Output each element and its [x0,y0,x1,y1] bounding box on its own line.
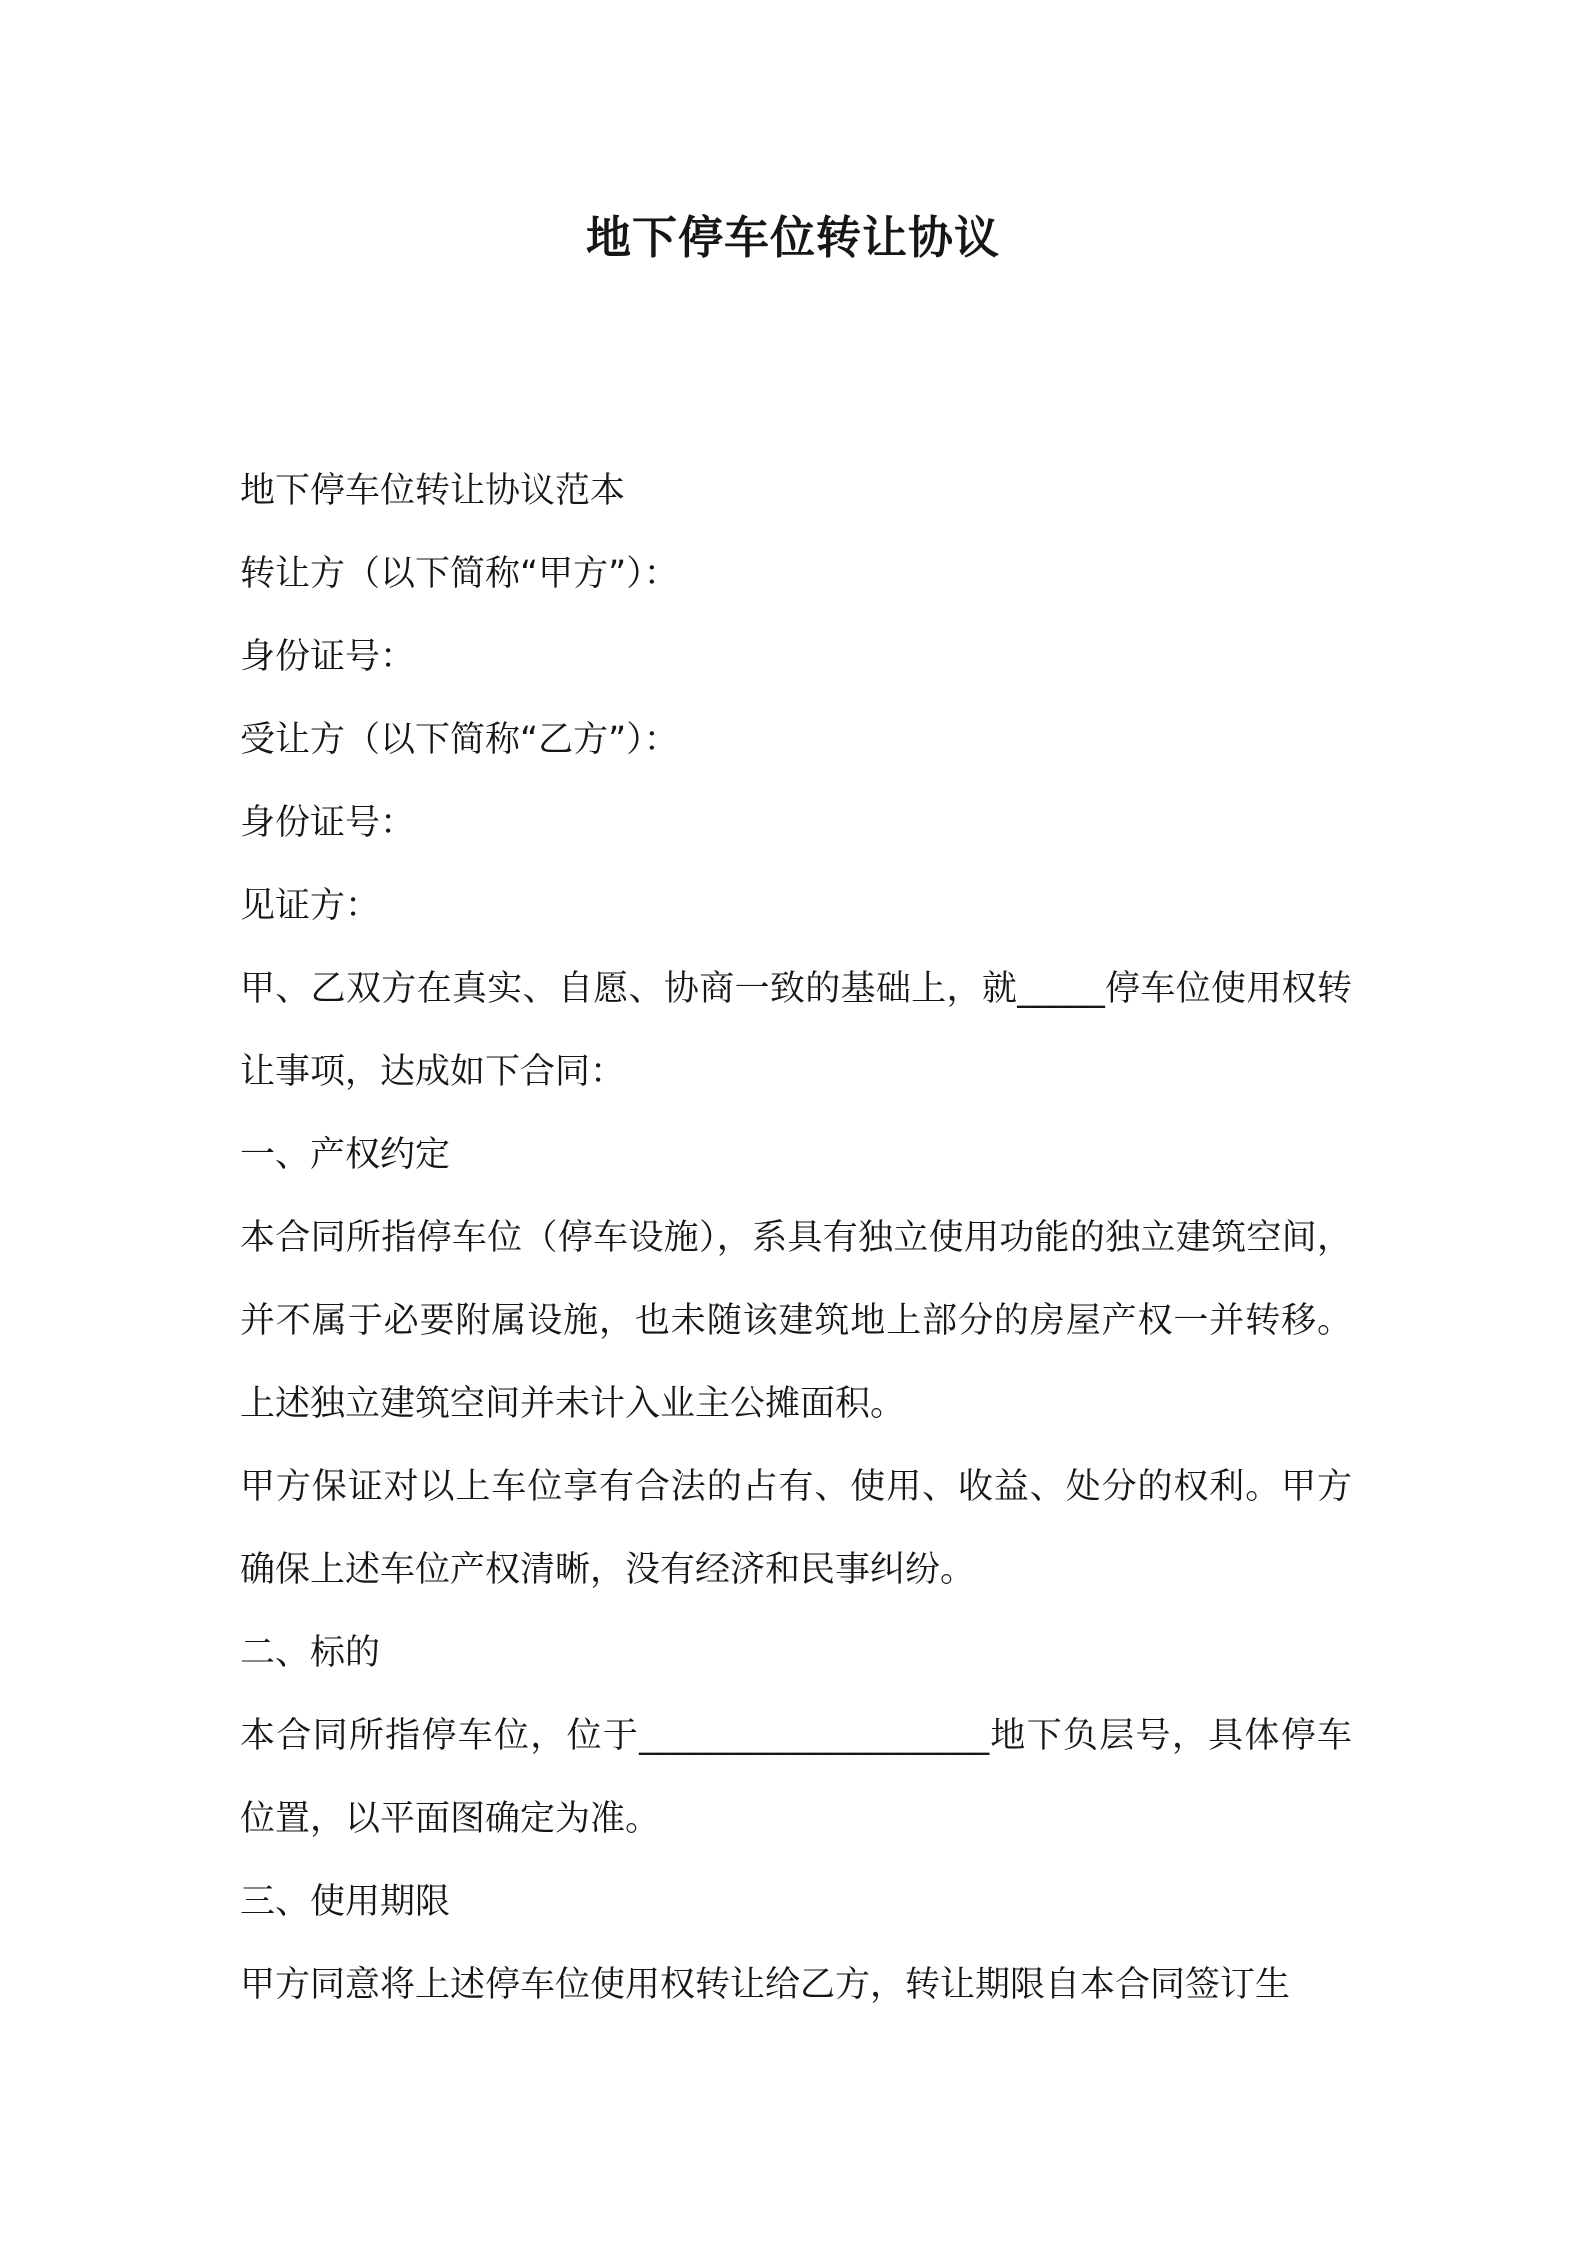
transferor-id-line: 身份证号： [240,637,416,677]
document-subtitle: 地下停车位转让协议范本 [240,471,626,511]
document-body [240,450,1352,2027]
ownership-paragraph: 本合同所指停车位（停车设施），系具有独立使用功能的独立建筑空间，并不属于必要附属设施，也未随该建筑地上部分的房屋产权一并转移。上述独立建筑空间并未计入业主公摊面积。 [240,1218,1352,1424]
transferor-line: 转让方（以下简称“甲方”）： [240,554,679,594]
section-heading-ownership: 一、产权约定 [240,1135,451,1175]
document-title: 地下停车位转让协议 [585,211,1000,264]
section-heading-term: 三、使用期限 [240,1882,451,1922]
witness-line: 见证方： [240,886,381,926]
preamble-paragraph: 甲、乙双方在真实、自愿、协商一致的基础上，就_____停车位使用权转让事项，达成如下合同： [240,969,1352,1092]
subject-paragraph: 本合同所指停车位，位于____________________地下负层号，具体停车位置，以平面图确定为准。 [240,1716,1352,1839]
term-paragraph: 甲方同意将上述停车位使用权转让给乙方，转让期限自本合同签订生 [240,1965,1291,2005]
section-heading-subject: 二、标的 [240,1633,381,1673]
transferee-line: 受让方（以下简称“乙方”）： [240,720,679,760]
guarantee-paragraph: 甲方保证对以上车位享有合法的占有、使用、收益、处分的权利。甲方确保上述车位产权清晰，没有经济和民事纠纷。 [240,1467,1352,1590]
transferee-id-line: 身份证号： [240,803,416,843]
